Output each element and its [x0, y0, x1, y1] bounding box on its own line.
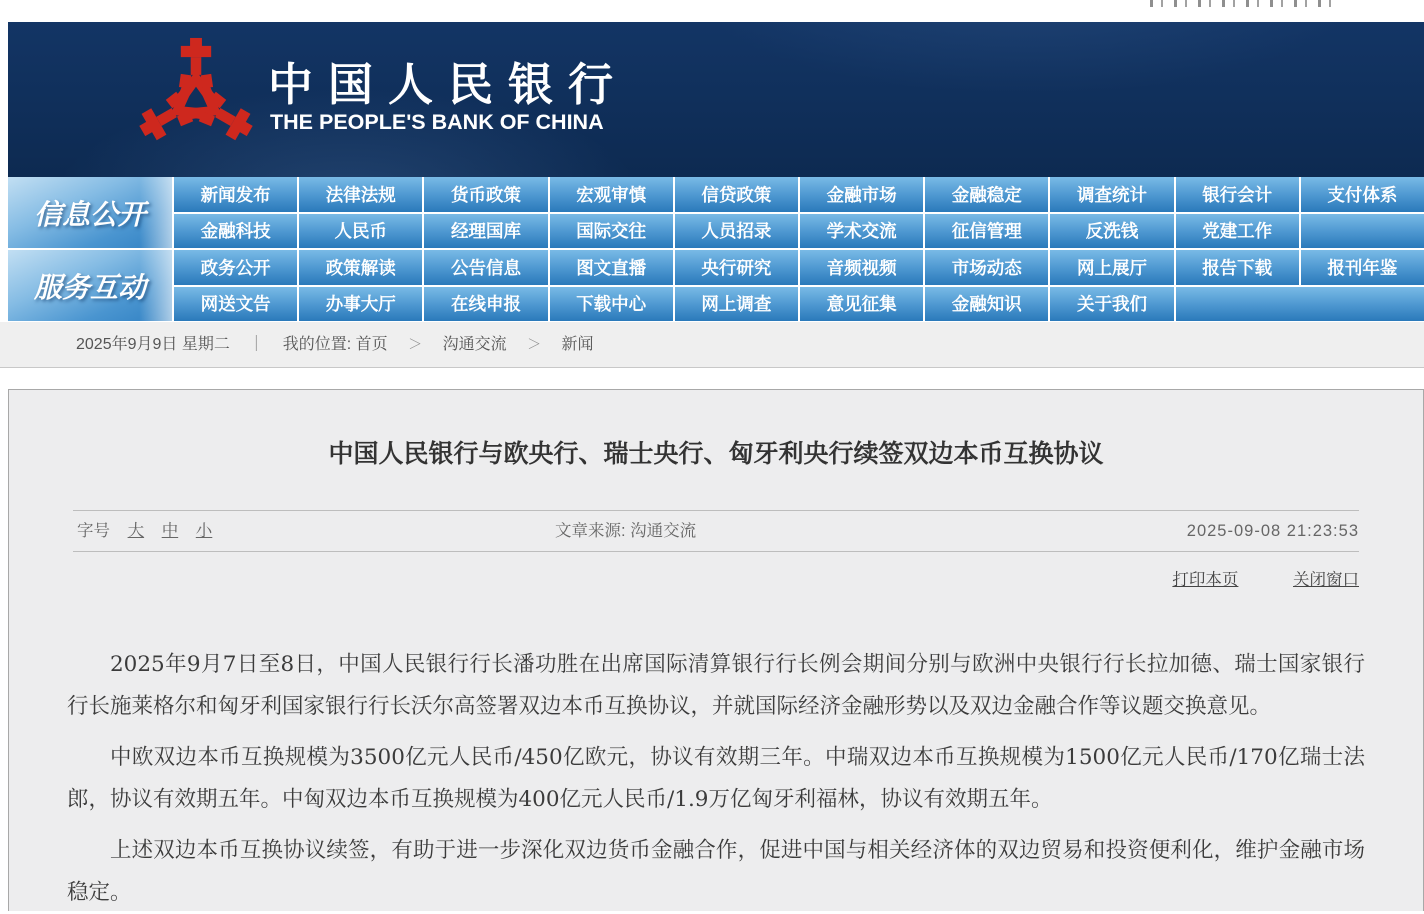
- nav-item[interactable]: 报刊年鉴: [1301, 250, 1424, 285]
- nav-item[interactable]: 人员招录: [675, 214, 798, 249]
- nav-item[interactable]: 支付体系: [1301, 177, 1424, 212]
- nav-item[interactable]: 调查统计: [1050, 177, 1173, 212]
- nav-item[interactable]: 银行会计: [1176, 177, 1299, 212]
- nav-item[interactable]: 新闻发布: [174, 177, 297, 212]
- nav-item[interactable]: 音频视频: [800, 250, 923, 285]
- nav-item[interactable]: 意见征集: [800, 287, 923, 322]
- breadcrumb-arrow-icon: ＞: [527, 336, 542, 352]
- nav-item[interactable]: 金融稳定: [925, 177, 1048, 212]
- nav-item[interactable]: 货币政策: [424, 177, 547, 212]
- article-title: 中国人民银行与欧央行、瑞士央行、匈牙利央行续签双边本币互换协议: [328, 439, 1104, 468]
- nav-item[interactable]: 网上调查: [675, 287, 798, 322]
- nav-empty-cell: [1176, 287, 1424, 322]
- nav-item[interactable]: 网送文告: [174, 287, 297, 322]
- bank-name-english: THE PEOPLE'S BANK OF CHINA: [270, 110, 604, 134]
- nav-item[interactable]: 经理国库: [424, 214, 547, 249]
- article-body: [67, 644, 1365, 914]
- nav-item[interactable]: 政务公开: [174, 250, 297, 285]
- breadcrumb-arrow-icon: ＞: [408, 336, 423, 352]
- nav-item[interactable]: 央行研究: [675, 250, 798, 285]
- article-container: [8, 389, 1424, 911]
- nav-section-information: [8, 177, 1424, 248]
- breadcrumb-section-link[interactable]: 沟通交流: [442, 336, 507, 353]
- nav-section-services: [8, 250, 1424, 321]
- nav-item[interactable]: 报告下载: [1176, 250, 1299, 285]
- font-size-large-button[interactable]: 大: [127, 522, 145, 540]
- nav-item[interactable]: 宏观审慎: [550, 177, 673, 212]
- pboc-emblem-icon: [130, 34, 262, 166]
- article-actions: [73, 566, 1359, 590]
- nav-item[interactable]: 人民币: [299, 214, 422, 249]
- article-paragraph: 上述双边本币互换协议续签，有助于进一步深化双边货币金融合作，促进中国与相关经济体的双边贸易和投资便利化，维护金融市场稳定。: [67, 838, 1365, 905]
- nav-section-label-services: 服务互动: [8, 250, 172, 321]
- font-size-small-button[interactable]: 小: [195, 522, 213, 540]
- nav-grid-information: [174, 177, 1424, 248]
- nav-item[interactable]: 市场动态: [925, 250, 1048, 285]
- font-size-control: [77, 511, 212, 551]
- nav-item[interactable]: 党建工作: [1176, 214, 1299, 249]
- article-source: 文章来源: 沟通交流: [555, 522, 697, 540]
- breadcrumb-page-link[interactable]: 新闻: [561, 336, 594, 353]
- top-strip: [0, 0, 1424, 22]
- nav-item[interactable]: 办事大厅: [299, 287, 422, 322]
- nav-item[interactable]: 网上展厅: [1050, 250, 1173, 285]
- nav-item[interactable]: 征信管理: [925, 214, 1048, 249]
- nav-item[interactable]: 反洗钱: [1050, 214, 1173, 249]
- nav-item[interactable]: 金融市场: [800, 177, 923, 212]
- main-navigation: [8, 177, 1424, 321]
- article-datetime: 2025-09-08 21:23:53: [1186, 522, 1359, 540]
- nav-grid-services: [174, 250, 1424, 321]
- clipped-top-text-remnant: [1150, 0, 1336, 7]
- nav-item[interactable]: 法律法规: [299, 177, 422, 212]
- article-paragraph: 2025年9月7日至8日，中国人民银行行长潘功胜在出席国际清算银行行长例会期间分别与欧洲中央银行行长拉加德、瑞士国家银行行长施莱格尔和匈牙利国家银行行长沃尔高签署双边本币互换协议，并就国际经济金融形势以及双边金融合作等议题交换意见。: [67, 652, 1365, 719]
- nav-item[interactable]: 政策解读: [299, 250, 422, 285]
- nav-item[interactable]: 学术交流: [800, 214, 923, 249]
- nav-item[interactable]: 公告信息: [424, 250, 547, 285]
- nav-item[interactable]: 下载中心: [550, 287, 673, 322]
- nav-item[interactable]: 信贷政策: [675, 177, 798, 212]
- nav-item[interactable]: 关于我们: [1050, 287, 1173, 322]
- nav-item[interactable]: 图文直播: [550, 250, 673, 285]
- nav-section-label-information: 信息公开: [8, 177, 172, 248]
- site-banner: [8, 22, 1424, 177]
- nav-item[interactable]: 金融知识: [925, 287, 1048, 322]
- nav-item[interactable]: 金融科技: [174, 214, 297, 249]
- font-size-medium-button[interactable]: 中: [161, 522, 179, 540]
- nav-item[interactable]: 国际交往: [550, 214, 673, 249]
- breadcrumb-separator: ｜: [248, 336, 265, 353]
- current-date: 2025年9月9日 星期二: [76, 336, 230, 353]
- pboc-logo[interactable]: [130, 34, 262, 166]
- nav-empty-cell: [1301, 214, 1424, 249]
- breadcrumb: [0, 322, 1424, 368]
- article-meta-bar: [73, 510, 1359, 552]
- print-page-link[interactable]: 打印本页: [1172, 571, 1239, 589]
- nav-item[interactable]: 在线申报: [424, 287, 547, 322]
- font-size-label: 字号: [77, 522, 110, 540]
- location-label: 我的位置:: [282, 336, 352, 353]
- breadcrumb-home-link[interactable]: 首页: [355, 336, 388, 353]
- bank-name-chinese: 中国人民银行: [268, 58, 629, 111]
- close-window-link[interactable]: 关闭窗口: [1293, 571, 1359, 589]
- article-paragraph: 中欧双边本币互换规模为3500亿元人民币/450亿欧元，协议有效期三年。中瑞双边本币互换规模为1500亿元人民币/170亿瑞士法郎，协议有效期五年。中匈双边本币互换规模为400亿元人民币/1.9万亿匈牙利福林，协议有效期五年。: [67, 745, 1365, 812]
